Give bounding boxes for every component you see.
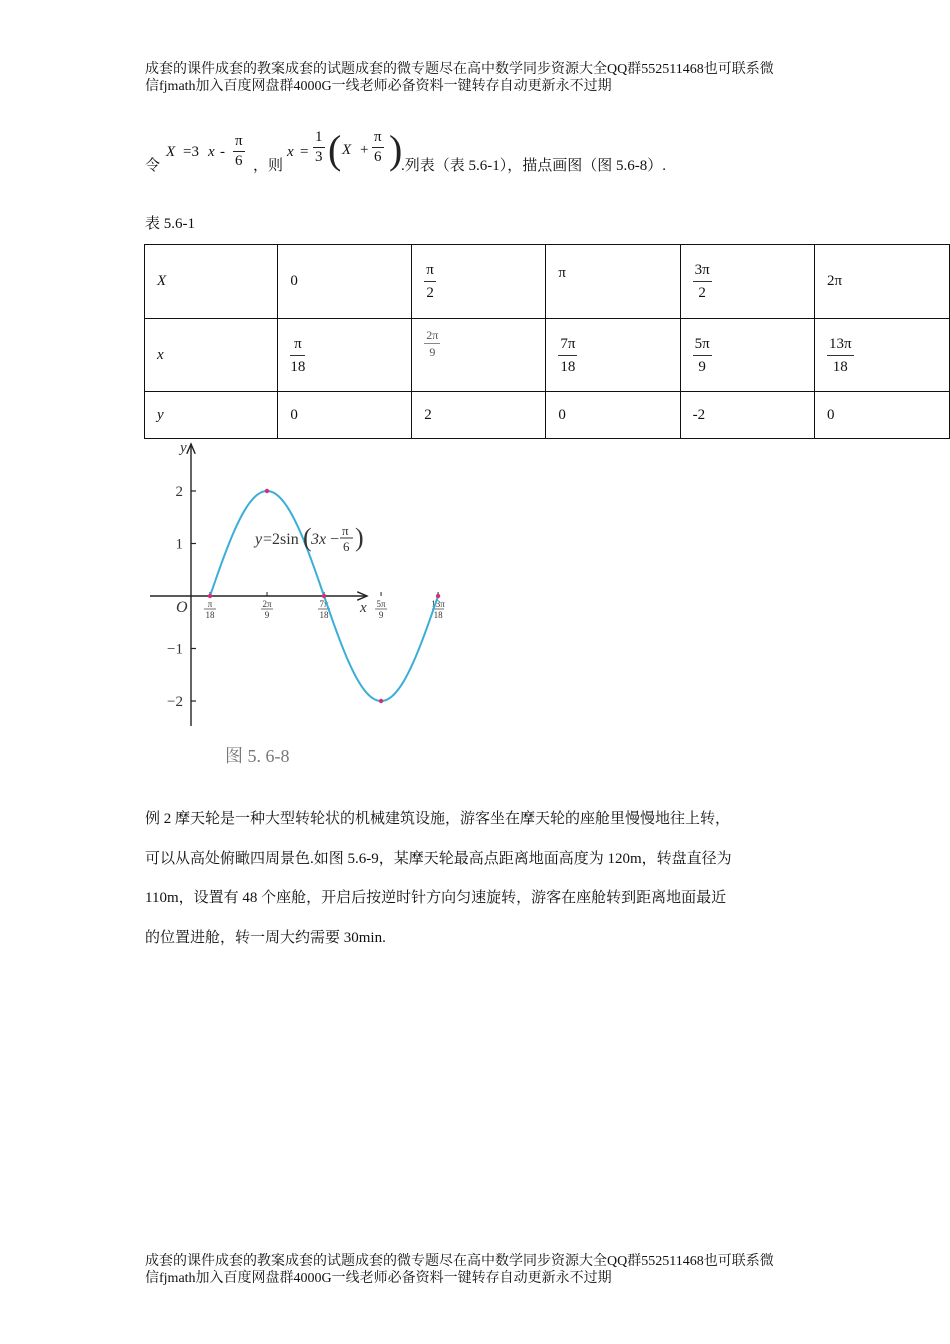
intro-var-X: X [166,144,176,160]
cell-fraction-numerator: π [424,259,436,282]
intro-frac-1-3 [313,128,325,167]
table-row [145,245,950,319]
intro-frac-pi-6-b [372,128,384,167]
cell-value: π [558,265,566,281]
table-cell [278,392,412,439]
intro-eq-3: =3 [183,144,199,160]
cell-fraction [558,333,577,378]
curve-formula [253,523,364,554]
row-label: y [157,406,164,423]
cell-fraction [290,333,305,378]
example-line-3: 110m，设置有 48 个座舱，开启后按逆时针方向匀速旋转，游客在座舱转到距离地面最近 [145,890,727,906]
x-tick-numerator: 7π [319,599,329,609]
cell-fraction-numerator: 13π [827,333,854,356]
cell-value: 0 [290,273,298,289]
cell-fraction-numerator: 5π [693,333,712,356]
frac-denominator: 6 [374,149,382,165]
example-line-2: 可以从高处俯瞰四周景色.如图 5.6-9，某摩天轮最高点距离地面高度为 120m，转盘直径为 [145,850,732,867]
formula-minus: − [330,531,340,548]
cell-fraction [693,259,712,304]
table-cell [412,392,546,439]
x-axis-label: x [360,600,367,616]
figure-caption: 图 5. 6-8 [225,746,290,766]
cell-fraction-denominator: 2 [426,285,434,301]
table-cell [814,392,949,439]
x-tick-numerator: 5π [376,599,386,609]
right-paren: ) [389,127,403,172]
x-tick-numerator: 13π [431,599,445,609]
key-point [379,699,383,703]
cell-fraction [693,333,712,378]
frac-denominator: 6 [235,153,243,169]
table-cell [546,392,680,439]
table-cell [278,245,412,319]
cell-value: 0 [558,406,566,423]
formula-rparen: ) [355,523,364,552]
cell-fraction [424,259,436,304]
row-label: x [157,346,164,363]
frac-numerator: π [233,132,245,152]
cell-value: 0 [826,406,835,423]
key-point [265,489,269,493]
example-2-paragraph [145,800,815,958]
table-cell [680,319,814,392]
cell-fraction-denominator: 2 [698,285,706,301]
x-tick-numerator: π [207,599,213,609]
table-cell [680,392,814,439]
cell-fraction-numerator: π [290,333,305,356]
y-tick-label: 1 [175,536,183,553]
x-tick-denominator: 18 [205,610,215,620]
row-label: X [157,273,167,289]
sine-graph-svg [145,436,445,776]
table-cell [680,245,814,319]
intro-tail: .列表（表 5.6-1），描点画图（图 5.6-8）. [401,158,666,174]
x-tick-denominator: 18 [319,610,329,620]
y-tick-label: −1 [167,641,183,658]
table-cell [412,319,546,392]
x-tick-denominator: 9 [378,610,384,620]
table-row [145,319,950,392]
cell-fraction-denominator: 18 [560,358,576,375]
formula-six: 6 [343,539,350,554]
frac-numerator: 1 [313,128,325,148]
key-point [208,594,212,598]
table-caption: 表 5.6-1 [145,216,195,232]
table-cell [412,245,546,319]
footer-line-2: 信fjmath加入百度网盘群4000G一线老师必备资料一键转存自动更新永不过期 [145,1271,612,1286]
cell-fraction-numerator: 7π [558,333,577,356]
cell-value: 2π [826,273,843,289]
intro-equation [145,128,845,182]
table-cell [546,319,680,392]
intro-var-X2: X [342,142,352,158]
intro-minus: - [220,144,225,160]
values-table [144,244,950,439]
intro-ling: 令 [145,158,161,174]
table-cell [278,319,412,392]
page-footer [145,1253,815,1287]
page-header [145,61,815,95]
row-label-cell [145,245,278,319]
left-paren: ( [328,127,342,172]
header-line-1: 成套的课件成套的教案成套的试题成套的微专题尽在高中数学同步资源大全QQ群552511468也可联系微 [145,62,774,77]
frac-denominator: 3 [315,149,323,165]
cell-value: -2 [692,406,706,423]
table-cell [814,319,949,392]
cell-fraction-denominator: 9 [698,358,706,375]
y-axis-label: y [180,440,187,456]
cell-fraction-denominator: 9 [429,344,436,359]
x-tick-denominator: 9 [264,610,270,620]
cell-value: 2 [424,406,432,423]
intro-frac-pi-6 [233,132,245,171]
table-cell [814,245,949,319]
header-line-2: 信fjmath加入百度网盘群4000G一线老师必备资料一键转存自动更新永不过期 [145,79,612,94]
intro-eq: = [300,144,309,160]
footer-line-1: 成套的课件成套的教案成套的试题成套的微专题尽在高中数学同步资源大全QQ群552511468也可联系微 [145,1254,774,1269]
row-label-cell [145,319,278,392]
intro-ze: ，则 [253,158,284,174]
row-label-cell [145,392,278,439]
table-cell [546,245,680,319]
example-line-4: 的位置进舱，转一周大约需要 30min. [145,929,386,946]
frac-numerator: π [372,128,384,148]
cell-fraction-denominator: 18 [290,358,306,375]
cell-value: 0 [290,406,298,423]
cell-fraction-denominator: 18 [832,358,848,375]
table-row [145,392,950,439]
intro-var-x: x [208,144,215,160]
x-tick-denominator: 18 [433,610,443,620]
formula-2sin: =2sin [263,531,299,548]
y-tick-label: −2 [167,694,183,710]
example-line-1: 例 2 摩天轮是一种大型转轮状的机械建筑设施，游客坐在摩天轮的座舱里慢慢地往上转， [145,811,731,827]
cell-fraction-numerator: 3π [693,259,712,282]
sine-graph-figure [145,436,445,776]
intro-var-x2: x [287,144,294,160]
key-point [322,594,326,598]
formula-y: y [255,531,263,548]
origin-label: O [176,599,188,616]
y-tick-label: 2 [175,484,183,500]
cell-fraction [827,333,854,378]
cell-fraction [424,327,440,360]
intro-plus: + [360,142,369,158]
x-tick-numerator: 2π [262,599,272,609]
formula-3x: 3x [311,531,327,548]
formula-lparen: ( [303,523,312,552]
cell-fraction-numerator: 2π [426,327,439,342]
key-point [436,594,440,598]
formula-pi: π [342,523,349,538]
